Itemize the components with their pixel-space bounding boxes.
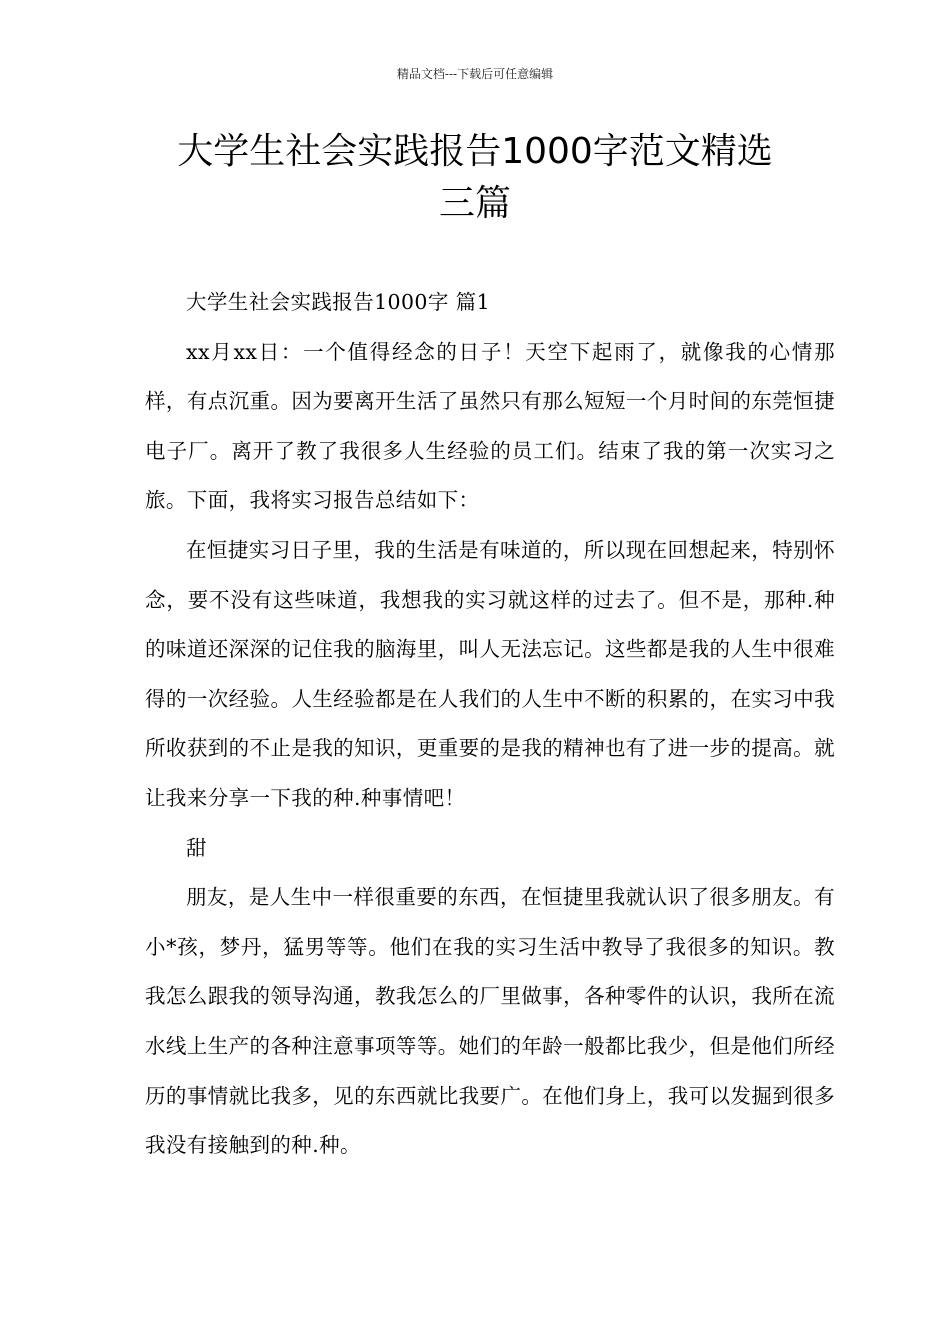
header-note: 精品文档---下载后可任意编辑 <box>396 67 554 81</box>
document-body <box>145 278 835 1171</box>
paragraph: 在恒捷实习日子里，我的生活是有味道的，所以现在回想起来，特别怀念，要不没有这些味道，我想我的实习就这样的过去了。但不是，那种.种的味道还深深的记住我的脑海里，叫人无法忘记。这些都是我的人生中很难得的一次经验。人生经验都是在人我们的人生中不断的积累的，在实习中我所收获到的不止是我的知识，更重要的是我的精神也有了进一步的提高。就让我来分享一下我的种.种事情吧！ <box>145 537 835 810</box>
title-line-2: 三篇 <box>438 183 511 224</box>
paragraph: 朋友，是人生中一样很重要的东西，在恒捷里我就认识了很多朋友。有小*孩，梦丹，猛男等等。他们在我的实习生活中教导了我很多的知识。教我怎么跟我的领导沟通，教我怎么的厂里做事，各种零件的认识，我所在流水线上生产的各种注意事项等等。她们的年龄一般都比我少，但是他们所经历的事情就比我多，见的东西就比我要广。在他们身上，我可以发掘到很多我没有接触到的种.种。 <box>145 885 835 1158</box>
title-line-1: 大学生社会实践报告1000字范文精选 <box>177 131 773 172</box>
subsection-heading: 甜 <box>186 835 207 860</box>
section-heading: 大学生社会实践报告1000字 篇1 <box>186 290 491 314</box>
document-title <box>120 126 830 230</box>
paragraph: xx月xx日：一个值得经念的日子！天空下起雨了，就像我的心情那样，有点沉重。因为要离开生活了虽然只有那么短短一个月时间的东莞恒捷电子厂。离开了教了我很多人生经验的员工们。结束了我的第一次实习之旅。下面，我将实习报告总结如下： <box>145 339 835 513</box>
